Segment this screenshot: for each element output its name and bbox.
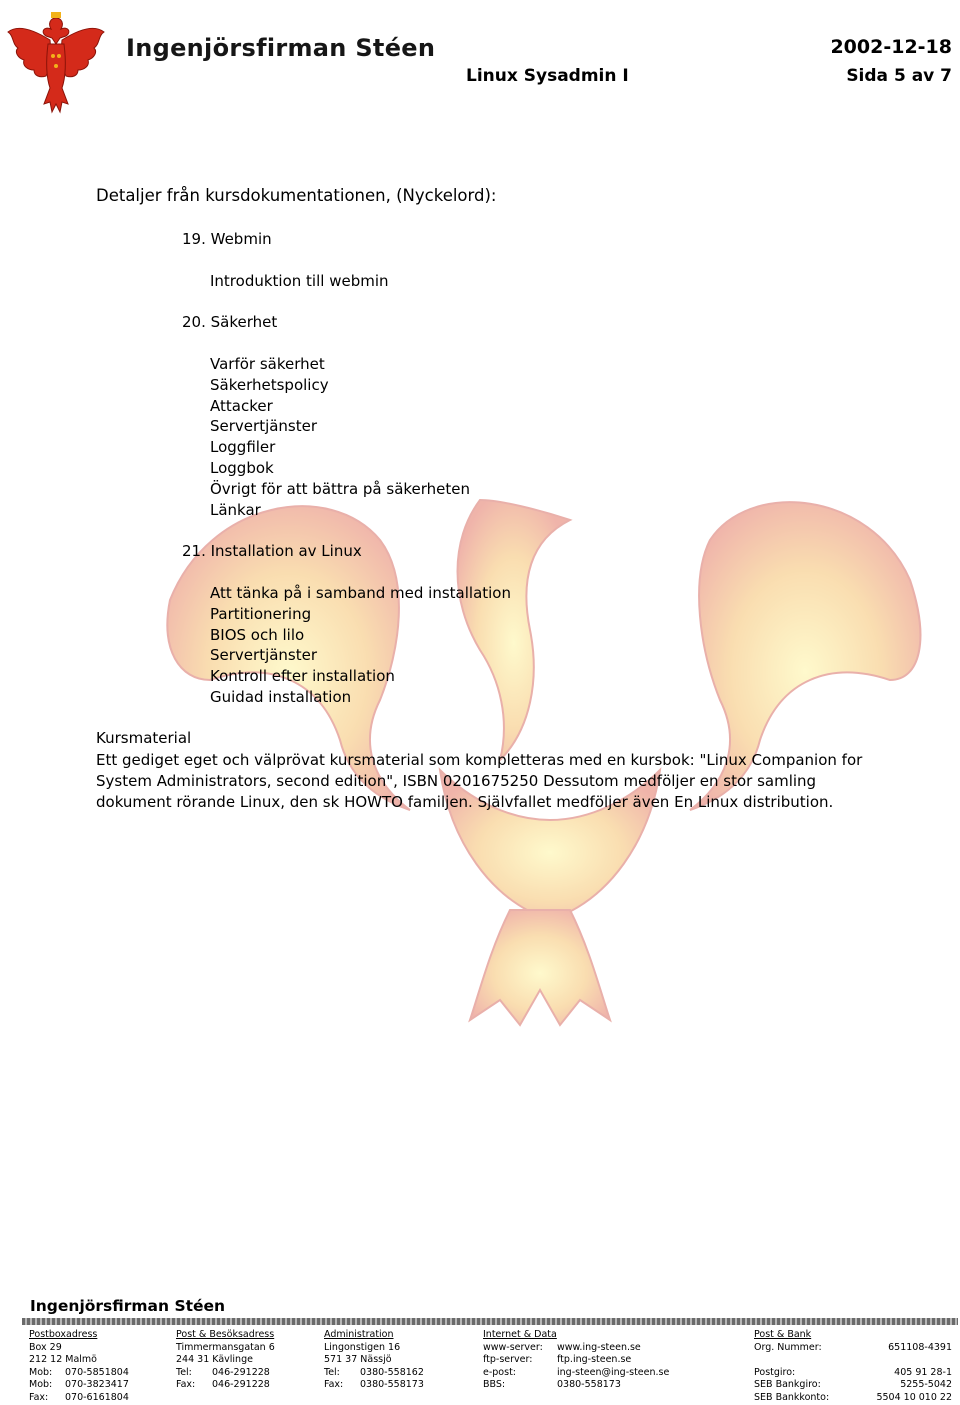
footer-value: 070-3823417 <box>65 1379 129 1391</box>
footer-value: 070-6161804 <box>65 1391 129 1403</box>
list-item: Övrigt för att bättra på säkerheten <box>210 479 471 498</box>
list-item: Partitionering <box>210 604 312 623</box>
footer-value: 651108-4391 <box>888 1341 952 1353</box>
footer-label: Fax: <box>29 1391 49 1403</box>
section-title-sakerhet: 20. Säkerhet <box>182 313 278 331</box>
footer-label: Tel: <box>324 1366 340 1378</box>
footer-bank <box>754 1329 952 1405</box>
footer-label: Postgiro: <box>754 1366 796 1378</box>
details-heading: Detaljer från kursdokumentationen, (Nyckelord): <box>96 186 497 205</box>
footer-value: 5255-5042 <box>900 1379 952 1391</box>
footer-label: Tel: <box>176 1366 192 1378</box>
course-title: Linux Sysadmin I <box>466 66 629 86</box>
kursmaterial-heading: Kursmaterial <box>96 729 192 747</box>
footer-label: Mob: <box>29 1366 53 1378</box>
footer-company-name: Ingenjörsfirman Stéen <box>30 1297 226 1315</box>
list-item: Introduktion till webmin <box>210 272 389 290</box>
list-item: Att tänka på i samband med installation <box>210 584 511 602</box>
footer-line: 212 12 Malmö <box>29 1354 97 1366</box>
footer-heading: Internet & Data <box>483 1329 557 1340</box>
company-name: Ingenjörsfirman Stéen <box>126 34 436 62</box>
footer-label: www-server: <box>483 1341 543 1353</box>
list-item: Servertjänster <box>210 417 318 436</box>
footer-line: 244 31 Kävlinge <box>176 1354 253 1366</box>
footer-label: Mob: <box>29 1379 53 1391</box>
footer-link[interactable]: ing-steen@ing-steen.se <box>557 1366 670 1378</box>
footer-line: Timmermansgatan 6 <box>176 1341 275 1353</box>
list-item: Kontroll efter installation <box>210 667 395 686</box>
footer-heading: Postboxadress <box>29 1329 98 1340</box>
footer-internet <box>483 1329 669 1392</box>
section-items-sakerhet <box>210 354 470 520</box>
document-date: 2002-12-18 <box>830 36 952 58</box>
list-item: Loggfiler <box>210 438 276 457</box>
footer-heading: Post & Bank <box>754 1329 812 1340</box>
list-item: Länkar <box>210 500 261 519</box>
footer-value: 0380-558173 <box>557 1379 621 1391</box>
footer-value: 070-5851804 <box>65 1366 129 1378</box>
footer-admin <box>324 1329 424 1392</box>
footer-line: Lingonstigen 16 <box>324 1341 401 1353</box>
list-item: Guidad installation <box>210 687 352 706</box>
footer-label: ftp-server: <box>483 1354 533 1366</box>
list-item: Varför säkerhet <box>210 355 325 373</box>
footer-label: BBS: <box>483 1379 506 1391</box>
page-number: Sida 5 av 7 <box>846 66 952 86</box>
footer-line: 571 37 Nässjö <box>324 1354 392 1366</box>
section-title-webmin: 19. Webmin <box>182 230 272 248</box>
footer-link[interactable]: www.ing-steen.se <box>557 1341 641 1353</box>
kursmaterial-text: Ett gediget eget och välprövat kursmaterial som kompletteras med en kursbok: "Linux Companion for System Administrators, second edition", ISBN 0201675250 Dessutom medföljer en stor samling dokument rörande Linux, den sk HOWTO familjen. Självfallet medföljer även En Linux distribution. <box>96 751 863 811</box>
footer-value: 405 91 28-1 <box>894 1366 952 1378</box>
footer-value: 5504 10 010 22 <box>876 1391 952 1403</box>
section-items-webmin <box>210 271 389 292</box>
footer-heading: Administration <box>324 1329 394 1340</box>
list-item: BIOS och lilo <box>210 625 305 644</box>
list-item: Säkerhetspolicy <box>210 375 329 394</box>
footer-divider <box>22 1318 958 1325</box>
eagle-logo-icon <box>4 4 108 120</box>
list-item: Servertjänster <box>210 646 318 665</box>
list-item: Loggbok <box>210 458 274 477</box>
footer-label: e-post: <box>483 1366 516 1378</box>
section-items-installation <box>210 583 511 708</box>
footer-value: 0380-558173 <box>360 1379 424 1391</box>
footer-value: 0380-558162 <box>360 1366 424 1378</box>
footer-label: SEB Bankgiro: <box>754 1379 821 1391</box>
footer-link[interactable]: ftp.ing-steen.se <box>557 1354 632 1366</box>
footer-value: 046-291228 <box>212 1366 270 1378</box>
footer-label: Fax: <box>324 1379 344 1391</box>
footer-value: 046-291228 <box>212 1379 270 1391</box>
footer-label: Org. Nummer: <box>754 1341 822 1353</box>
section-title-installation: 21. Installation av Linux <box>182 542 362 560</box>
footer-label: SEB Bankkonto: <box>754 1391 830 1403</box>
footer-label: Fax: <box>176 1379 196 1391</box>
footer-visit <box>176 1329 275 1392</box>
list-item: Attacker <box>210 396 273 415</box>
footer-line: Box 29 <box>29 1341 62 1353</box>
footer-heading: Post & Besöksadress <box>176 1329 275 1340</box>
footer-postbox <box>29 1329 129 1405</box>
